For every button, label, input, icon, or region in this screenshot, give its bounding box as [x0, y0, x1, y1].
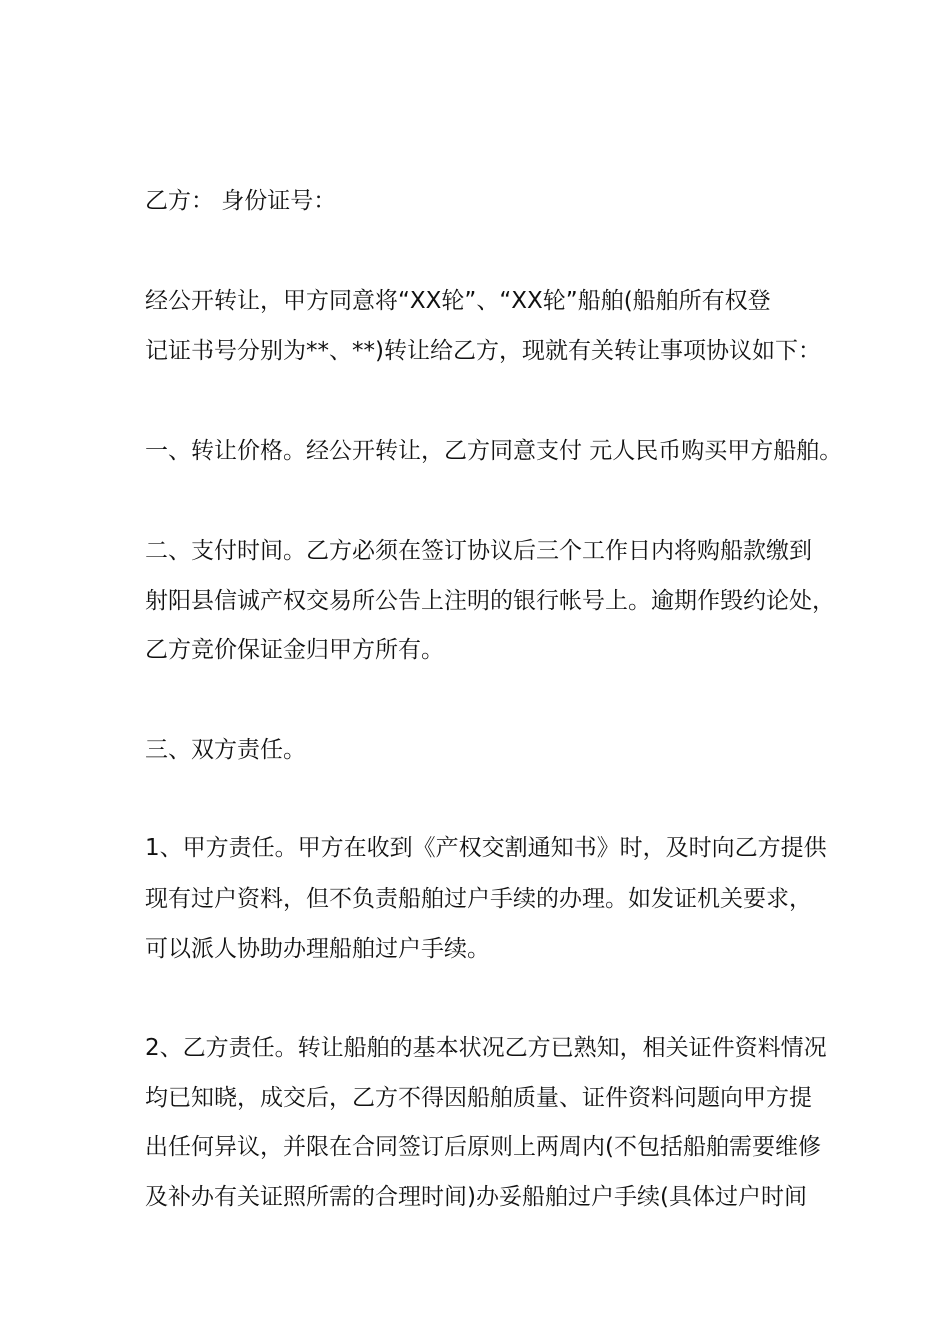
item-party-b-line-3: 出任何异议，并限在合同签订后原则上两周内(不包括船舶需要维修	[145, 1134, 821, 1160]
section-payment-line-2: 射阳县信诚产权交易所公告上注明的银行帐号上。逾期作毁约论处，	[145, 588, 835, 614]
item-party-b-line-4: 及补办有关证照所需的合理时间)办妥船舶过户手续(具体过户时间	[145, 1184, 807, 1210]
item-party-a-line-3: 可以派人协助办理船舶过户手续。	[145, 936, 490, 962]
item-party-a-line-2: 现有过户资料，但不负责船舶过户手续的办理。如发证机关要求，	[145, 886, 812, 912]
section-price: 一、转让价格。经公开转让，乙方同意支付 元人民币购买甲方船舶。	[145, 438, 843, 464]
intro-line-2: 记证书号分别为**、**)转让给乙方，现就有关转让事项协议如下：	[145, 338, 821, 364]
section-responsibilities-title: 三、双方责任。	[145, 737, 306, 763]
intro-line-1: 经公开转让，甲方同意将“XX轮”、“XX轮”船舶(船舶所有权登	[145, 288, 771, 314]
item-party-b-line-2: 均已知晓，成交后，乙方不得因船舶质量、证件资料问题向甲方提	[145, 1085, 812, 1111]
section-payment-line-1: 二、支付时间。乙方必须在签订协议后三个工作日内将购船款缴到	[145, 538, 812, 564]
party-b-id-line: 乙方： 身份证号：	[145, 188, 337, 214]
section-payment-line-3: 乙方竞价保证金归甲方所有。	[145, 637, 444, 663]
item-party-b-line-1: 2、乙方责任。转让船舶的基本状况乙方已熟知，相关证件资料情况	[145, 1035, 827, 1061]
item-party-a-line-1: 1、甲方责任。甲方在收到《产权交割通知书》时，及时向乙方提供	[145, 835, 827, 861]
